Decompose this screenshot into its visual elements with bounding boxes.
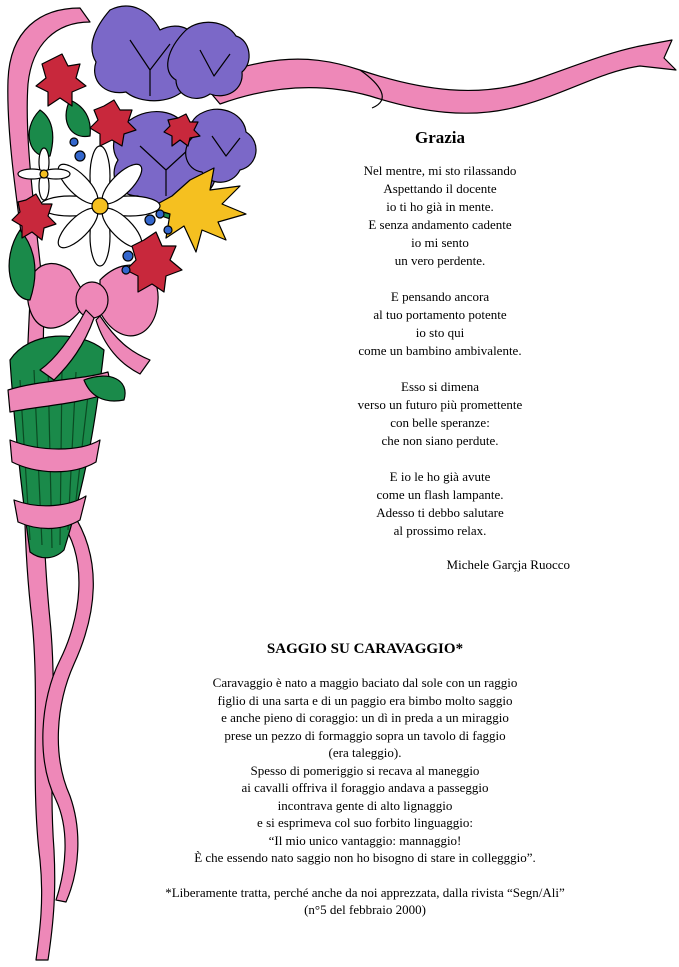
poem-title: Grazia [414,128,466,147]
stanza [300,378,580,450]
note-line: *Liberamente tratta, perché anche da noi apprezzata, dalla rivista “Segn/Ali” [165,884,565,900]
verse-line: È che essendo nato saggio non ho bisogno di stare in collegggio”. [194,850,536,865]
verse-line: e anche pieno di coraggio: un dì in preda a un miraggio [221,710,509,725]
verse-line: che non siano perdute. [381,433,499,448]
verse-line: Nel mentre, mi sto rilassando [363,163,517,178]
verse-line: Caravaggio è nato a maggio baciato dal sole con un raggio [212,675,518,690]
source-note [90,884,640,919]
verse-line: figlio di una sarta e di un paggio era bimbo molto saggio [217,692,513,708]
verse-line: come un flash lampante. [376,487,504,502]
verse-line: Spesso di pomeriggio si recava al maneggio [250,762,480,778]
verse-line: come un bambino ambivalente. [358,343,522,358]
verse-line: io sto qui [415,325,465,340]
verse-line: io mi sento [411,235,469,250]
verse-line: un vero perdente. [394,253,486,268]
verse-line: incontrava gente di alto lignaggio [277,797,453,813]
verse-line: al prossimo relax. [393,523,487,538]
poem-caravaggio [90,640,640,919]
verse-line: “Il mio unico vantaggio: mannaggio! [268,832,462,848]
verse-line: io ti ho già in mente. [386,199,494,214]
poem-grazia [300,128,580,574]
verse-line: verso un futuro più promettente [357,397,523,412]
note-line: (n°5 del febbraio 2000) [304,902,426,917]
verse-line: Aspettando il docente [383,181,497,196]
verse-line: Adesso ti debbo salutare [376,505,504,520]
verse-line: e si esprimeva col suo forbito linguaggio: [257,815,473,830]
verse-line: prese un pezzo di formaggio sopra un tavolo di faggio [224,727,506,743]
verse-line: al tuo portamento potente [373,307,507,322]
verse-line: E io le ho già avute [389,469,491,484]
verse-line: ai cavalli offriva il foraggio andava a passeggio [241,780,489,795]
stanza [300,162,580,270]
poem-author: Michele Garçja Ruocco [446,557,570,572]
verse-line: Esso si dimena [401,379,479,394]
stanza [300,468,580,540]
stanza [300,288,580,360]
verse-line: con belle speranze: [390,415,490,430]
verse-line: E senza andamento cadente [368,217,512,232]
verse-line: (era taleggio). [328,745,402,760]
verse-line: E pensando ancora [390,289,490,304]
poem-title: SAGGIO SU CARAVAGGIO* [266,641,464,657]
